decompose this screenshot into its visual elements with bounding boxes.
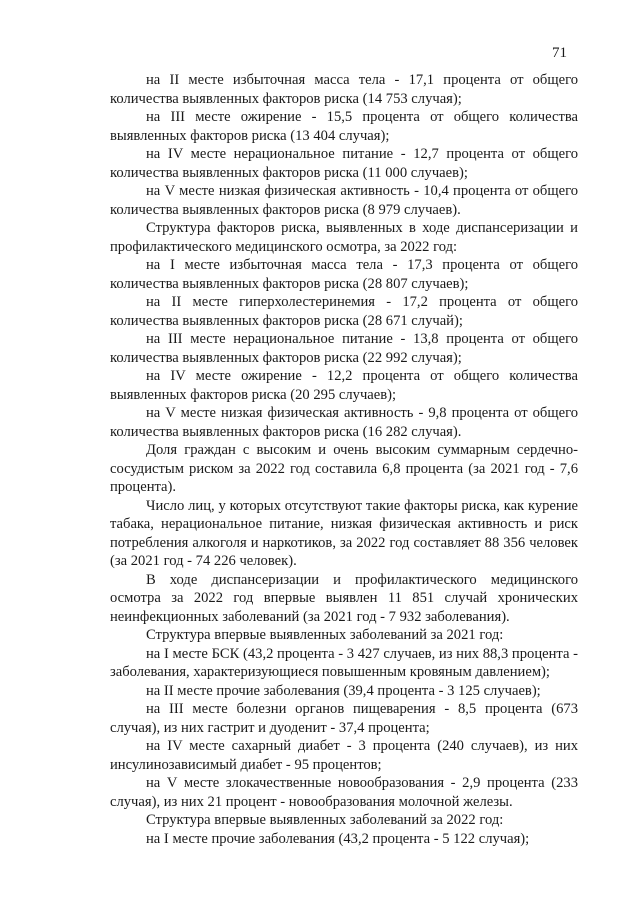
paragraph: Доля граждан с высоким и очень высоким суммарным сердечно-сосудистым риском за 2022 год составила 6,8 процента (за 2021 год - 7,6 процента). xyxy=(110,442,578,495)
paragraph: на III месте нерациональное питание - 13,8 процента от общего количества выявленных факторов риска (22 992 случая); xyxy=(110,331,578,366)
paragraph: В ходе диспансеризации и профилактического медицинского осмотра за 2022 год впервые выявлен 11 851 случай хронических неинфекционных заболеваний (за 2021 год - 7 932 заболевания). xyxy=(110,571,578,625)
paragraph: на I месте БСК (43,2 процента - 3 427 случаев, из них 88,3 процента - заболевания, характеризующиеся повышенным кровяным давлением); xyxy=(110,645,578,680)
paragraph: на IV месте сахарный диабет - 3 процента (240 случаев), из них инсулинозависимый диабет - 95 процентов; xyxy=(110,738,578,773)
paragraph: Структура впервые выявленных заболеваний за 2022 год: xyxy=(146,812,504,828)
paragraph: на IV месте нерациональное питание - 12,7 процента от общего количества выявленных факторов риска (11 000 случаев); xyxy=(110,146,578,181)
paragraph: на IV месте ожирение - 12,2 процента от общего количества выявленных факторов риска (20 295 случаев); xyxy=(110,368,578,403)
paragraph: на II месте прочие заболевания (39,4 процента - 3 125 случаев); xyxy=(146,682,541,699)
paragraph: Число лиц, у которых отсутствуют такие факторы риска, как курение табака, нерациональное питание, низкая физическая активность и риск потребления алкоголя и наркотиков, за 2022 год составляет 88 356 человек (за 2021 год - 74 226 человек). xyxy=(110,497,578,569)
paragraph: Структура впервые выявленных заболеваний за 2021 год: xyxy=(146,627,504,643)
paragraph: на I месте избыточная масса тела - 17,3 процента от общего количества выявленных факторов риска (28 807 случаев); xyxy=(110,257,578,292)
paragraph: на V месте низкая физическая активность - 9,8 процента от общего количества выявленных факторов риска (16 282 случая). xyxy=(110,405,578,440)
document-body xyxy=(110,71,578,848)
paragraph: на V месте низкая физическая активность - 10,4 процента от общего количества выявленных факторов риска (8 979 случаев). xyxy=(110,183,578,218)
page-number: 71 xyxy=(552,45,567,61)
paragraph: на III месте болезни органов пищеварения - 8,5 процента (673 случая), из них гастрит и дуоденит - 37,4 процента; xyxy=(110,701,578,736)
paragraph: Структура факторов риска, выявленных в ходе диспансеризации и профилактического медицинского осмотра, за 2022 год: xyxy=(110,220,578,255)
paragraph: на I месте прочие заболевания (43,2 процента - 5 122 случая); xyxy=(146,830,530,847)
paragraph: на V месте злокачественные новообразования - 2,9 процента (233 случая), из них 21 процент - новообразования молочной железы. xyxy=(110,775,578,810)
paragraph: на II месте избыточная масса тела - 17,1 процента от общего количества выявленных факторов риска (14 753 случая); xyxy=(110,72,578,107)
paragraph: на III месте ожирение - 15,5 процента от общего количества выявленных факторов риска (13 404 случая); xyxy=(110,109,578,144)
paragraph: на II месте гиперхолестеринемия - 17,2 процента от общего количества выявленных факторов риска (28 671 случай); xyxy=(110,294,578,329)
